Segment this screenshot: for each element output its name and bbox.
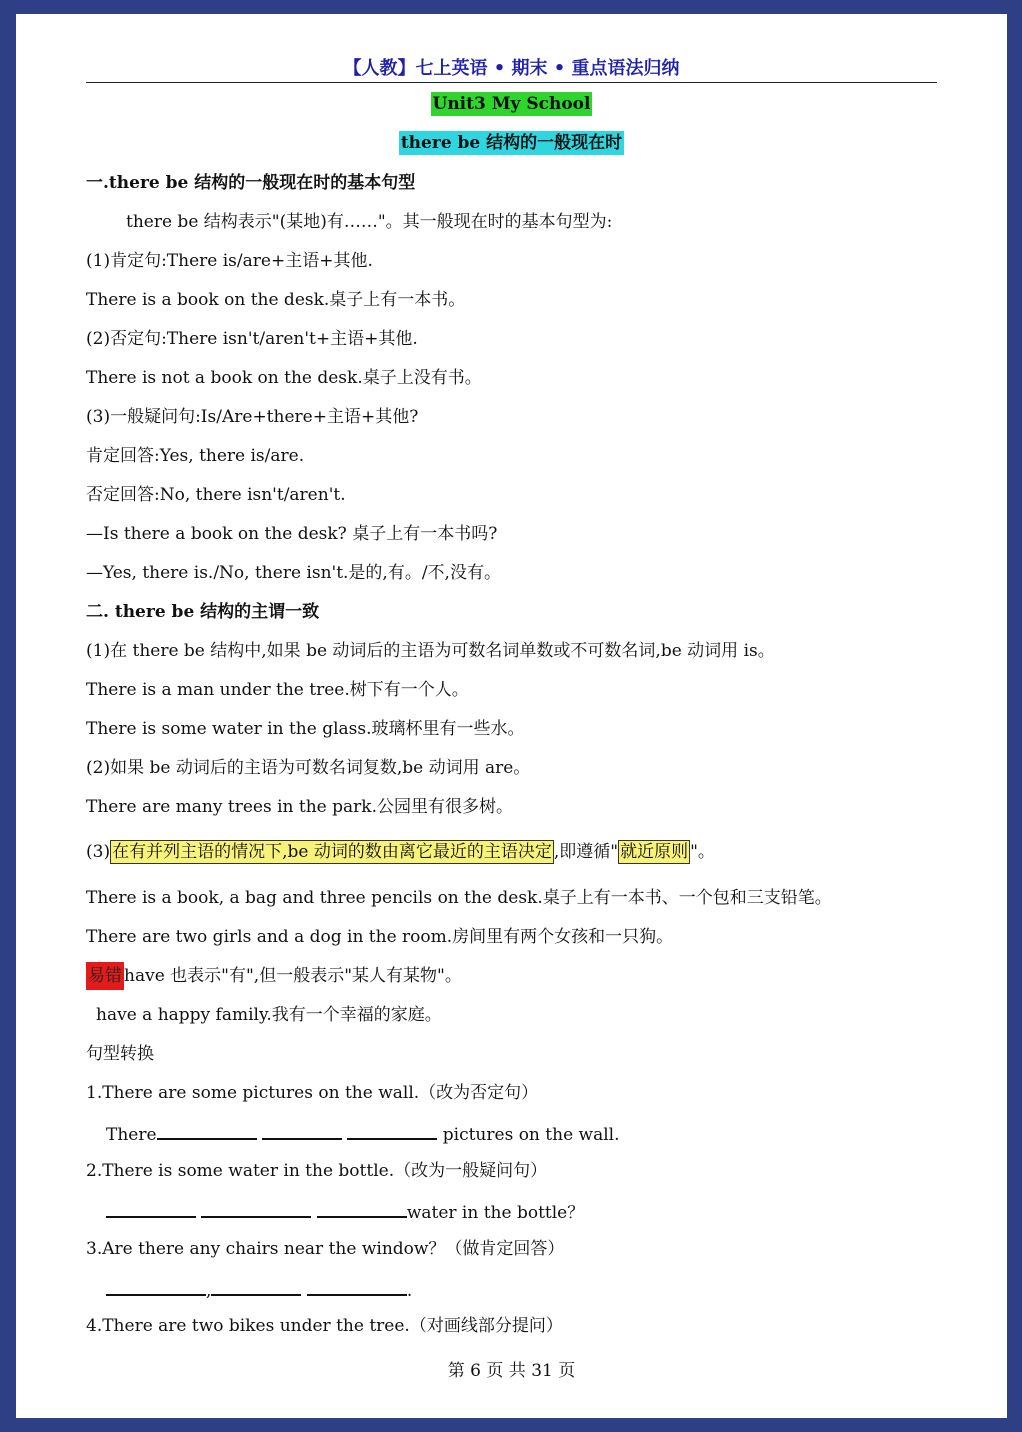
exercise-a1 — [106, 1120, 620, 1147]
highlight-rule: 在有并列主语的情况下,be 动词的数由离它最近的主语决定 — [112, 842, 552, 862]
page-header: 【人教】七上英语 • 期末 • 重点语法归纳 — [343, 58, 680, 79]
error-prone-tag: 易错 — [86, 962, 124, 990]
section1-line-9: —Yes, there is./No, there isn't.是的,有。/不,没有。 — [86, 563, 501, 583]
answer-blank[interactable] — [307, 1276, 407, 1296]
answer-blank[interactable] — [317, 1198, 407, 1218]
section1-line-6: 肯定回答:Yes, there is/are. — [86, 446, 305, 466]
exercise-a3 — [106, 1276, 412, 1303]
section1-line-3: (2)否定句:There isn't/aren't+主语+其他. — [86, 329, 418, 349]
section1-intro: there be 结构表示"(某地)有……"。其一般现在时的基本句型为: — [126, 212, 613, 232]
a3-end: . — [406, 1281, 413, 1301]
a3-comma: , — [206, 1281, 212, 1301]
section2-line-3: There is some water in the glass.玻璃杯里有一些水。 — [86, 719, 525, 739]
answer-blank[interactable] — [201, 1198, 311, 1218]
a1-end: pictures on the wall. — [437, 1125, 620, 1145]
section2-line-2: There is a man under the tree.树下有一个人。 — [86, 680, 469, 700]
document-page — [16, 14, 1007, 1418]
section2-line-5: There are many trees in the park.公园里有很多树。 — [86, 797, 513, 817]
exercise-q4: 4.There are two bikes under the tree.（对画线部分提问） — [86, 1316, 563, 1336]
section2-line-8: There are two girls and a dog in the room.房间里有两个女孩和一只狗。 — [86, 927, 674, 947]
highlight-principle: 就近原则 — [620, 842, 689, 862]
section1-line-5: (3)一般疑问句:Is/Are+there+主语+其他? — [86, 407, 419, 427]
section2-line-4: (2)如果 be 动词后的主语为可数名词复数,be 动词用 are。 — [86, 758, 531, 778]
page-footer: 第 6 页 共 31 页 — [447, 1361, 576, 1381]
unit-title-row — [16, 92, 1007, 116]
have-note: have 也表示"有",但一般表示"某人有某物"。 — [124, 966, 462, 986]
section1-heading: 一.there be 结构的一般现在时的基本句型 — [86, 173, 416, 193]
answer-blank[interactable] — [262, 1120, 342, 1140]
exercise-a2 — [106, 1198, 584, 1225]
section2-line-10: have a happy family.我有一个幸福的家庭。 — [96, 1005, 442, 1025]
answer-blank[interactable] — [347, 1120, 437, 1140]
a2-end: water in the bottle？ — [406, 1203, 585, 1223]
section2-line-9 — [86, 964, 462, 988]
section1-line-8: —Is there a book on the desk? 桌子上有一本书吗? — [86, 524, 498, 544]
answer-blank[interactable] — [106, 1276, 206, 1296]
section1-line-1: (1)肯定句:There is/are+主语+其他. — [86, 251, 373, 271]
section1-line-2: There is a book on the desk.桌子上有一本书。 — [86, 290, 466, 310]
exercise-heading: 句型转换 — [86, 1044, 154, 1064]
section2-heading: 二. there be 结构的主谓一致 — [86, 602, 320, 622]
exercise-q3: 3.Are there any chairs near the window？（做肯定回答） — [86, 1239, 565, 1259]
exercise-q1: 1.There are some pictures on the wall.（改为否定句） — [86, 1083, 539, 1103]
a1-start: There — [106, 1125, 157, 1145]
section1-line-4: There is not a book on the desk.桌子上没有书。 — [86, 368, 482, 388]
sub-title-row — [16, 131, 1007, 155]
rule-middle: ,即遵循" — [553, 842, 619, 862]
answer-blank[interactable] — [211, 1276, 301, 1296]
header-divider — [86, 82, 937, 83]
answer-blank[interactable] — [157, 1120, 257, 1140]
section2-line-7: There is a book, a bag and three pencils on the desk.桌子上有一本书、一个包和三支铅笔。 — [86, 888, 832, 908]
rule-suffix: "。 — [690, 842, 715, 862]
section2-line-6 — [86, 840, 715, 864]
section1-line-7: 否定回答:No, there isn't/aren't. — [86, 485, 346, 505]
answer-blank[interactable] — [106, 1198, 196, 1218]
sub-title: there be 结构的一般现在时 — [400, 133, 623, 153]
rule-prefix: (3) — [86, 842, 111, 862]
section2-line-1: (1)在 there be 结构中,如果 be 动词后的主语为可数名词单数或不可数名词,be 动词用 is。 — [86, 641, 775, 661]
unit-title: Unit3 My School — [432, 94, 591, 114]
exercise-q2: 2.There is some water in the bottle.（改为一般疑问句） — [86, 1161, 548, 1181]
